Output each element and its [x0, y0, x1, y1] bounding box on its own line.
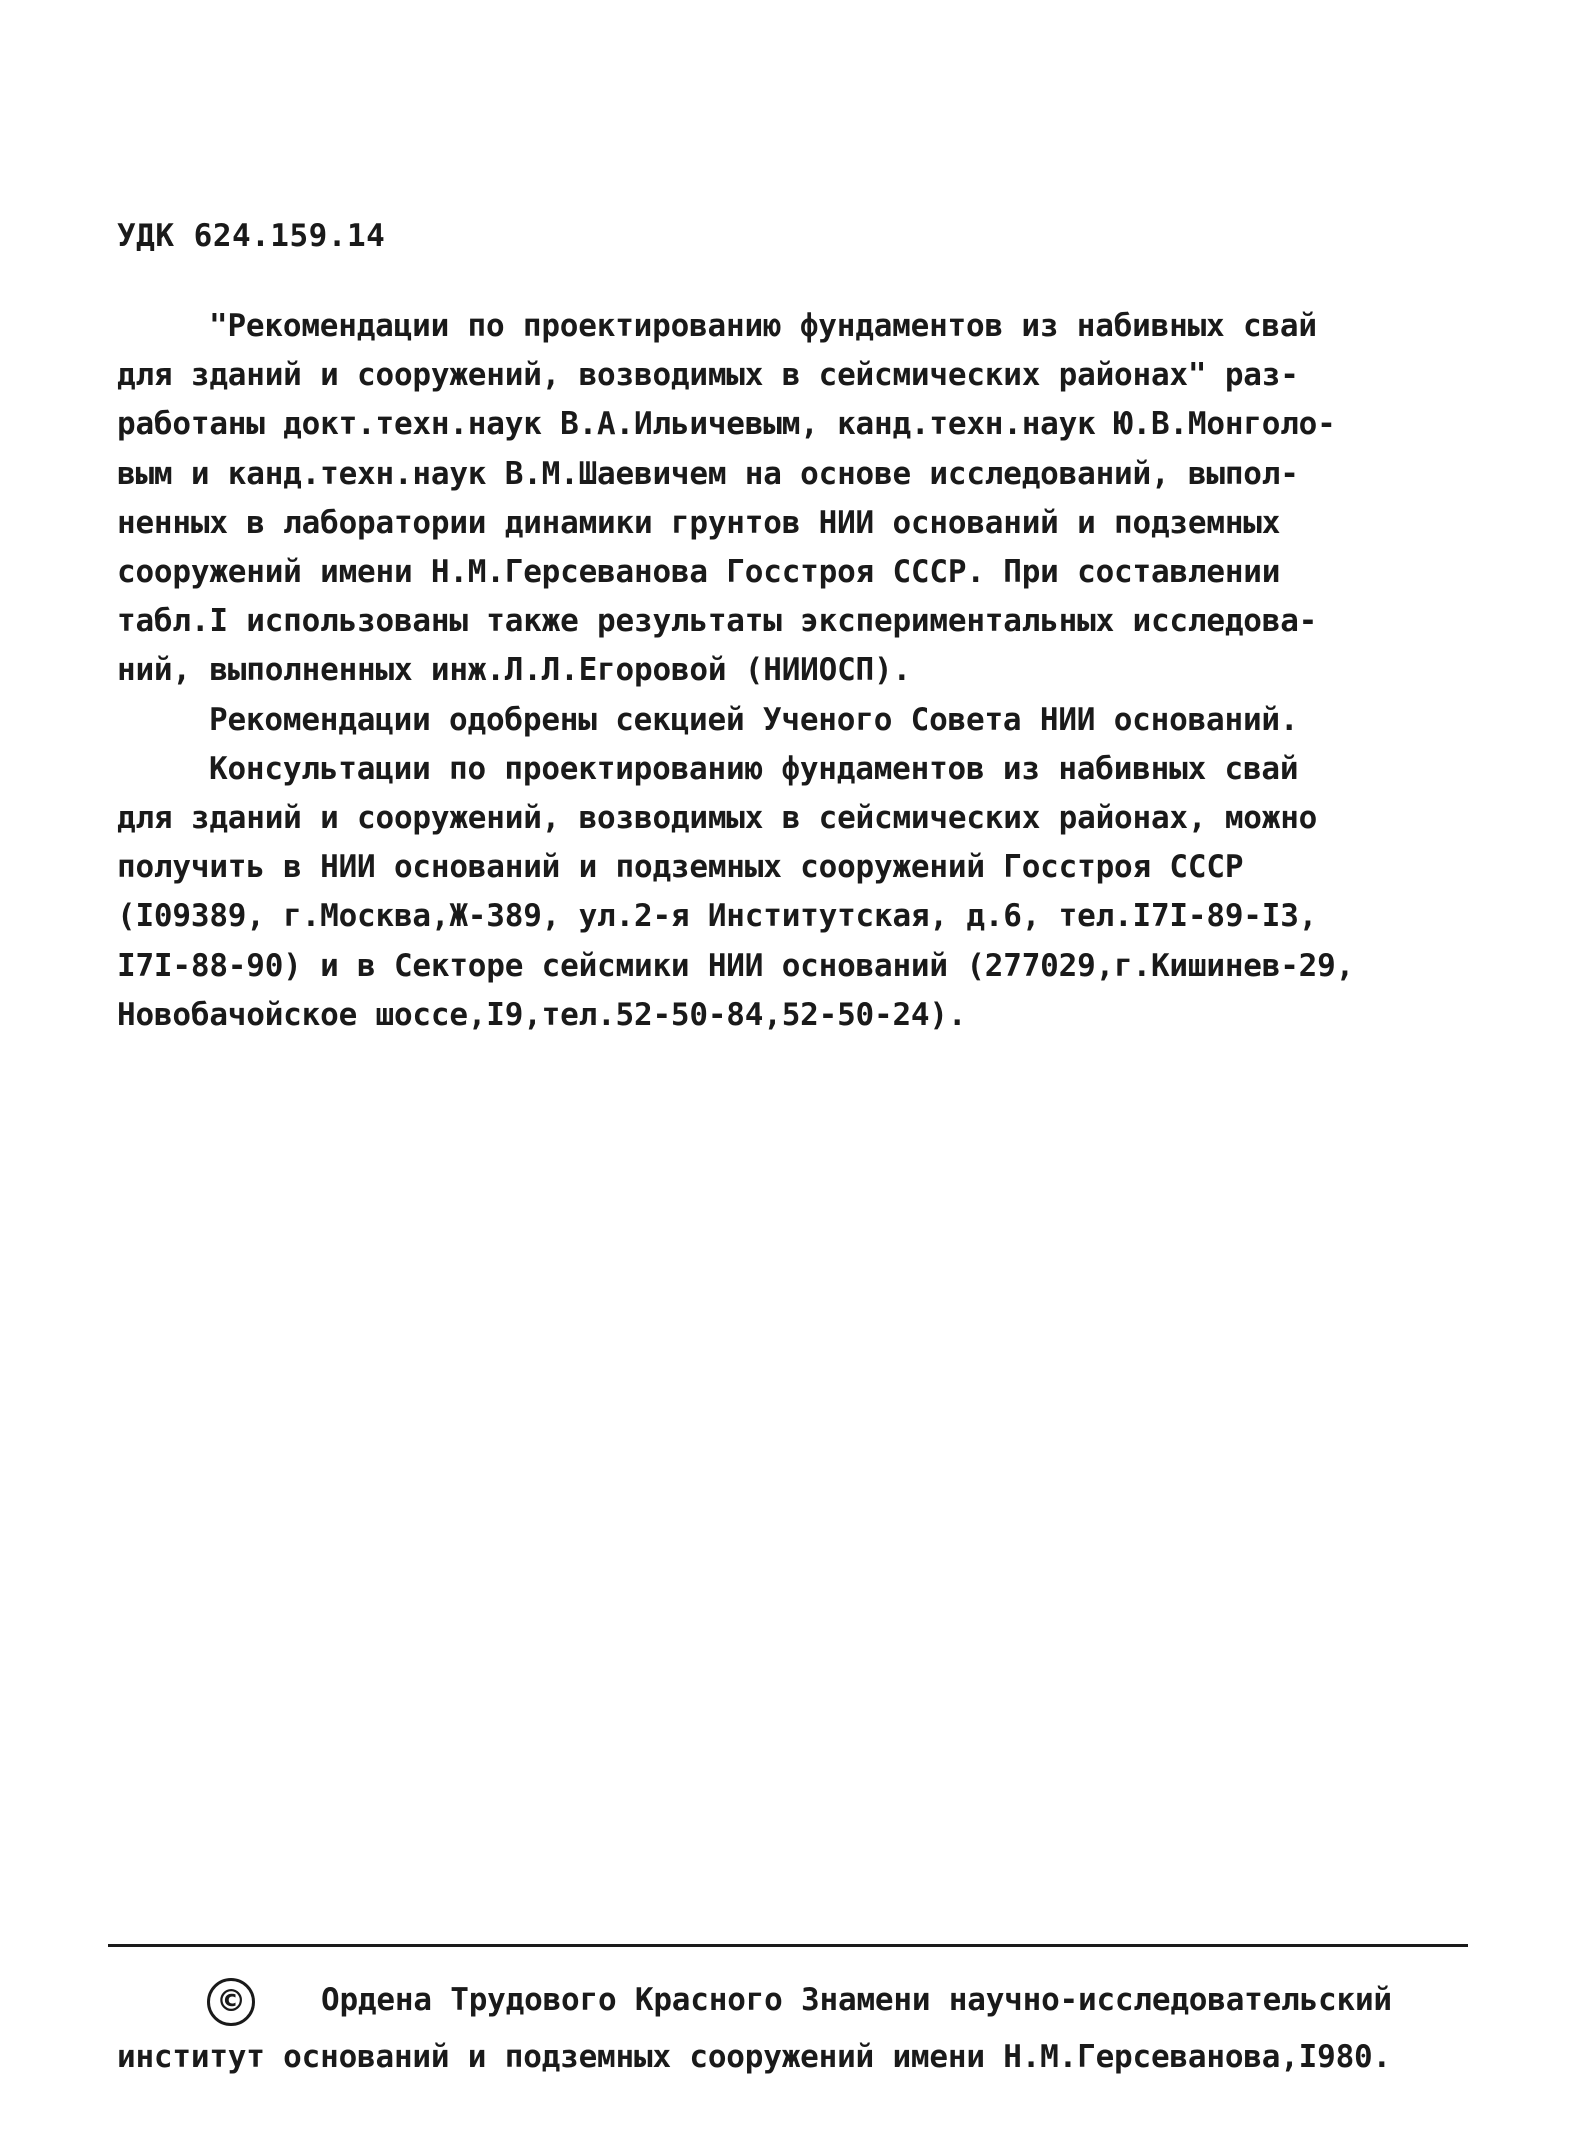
paragraph-3-line: I7I-88-90) и в Секторе сейсмики НИИ оснований (277029,г.Кишинев-29,: [117, 947, 1355, 984]
paragraph-3-line: для зданий и сооружений, возводимых в сейсмических районах, можно: [117, 800, 1318, 837]
paragraph-2-line: Рекомендации одобрены секцией Ученого Совета НИИ оснований.: [209, 701, 1299, 738]
copyright-line-1: [117, 1972, 1467, 2029]
footer-divider: [108, 1944, 1468, 1947]
copyright-text-2: институт оснований и подземных сооружений имени Н.М.Герсеванова,I980.: [117, 2039, 1391, 2075]
copyright-block: [117, 1972, 1467, 2086]
udk-code: УДК 624.159.14: [117, 218, 386, 254]
copyright-text-1: Ордена Трудового Красного Знамени научно-исследовательский: [321, 1982, 1392, 2018]
paragraph-1-line: "Рекомендации по проектированию фундаментов из набивных свай: [209, 308, 1317, 344]
paragraph-1-line: вым и канд.техн.наук В.М.Шаевичем на основе исследований, выпол-: [117, 455, 1299, 492]
paragraph-3-line: (I09389, г.Москва,Ж-389, ул.2-я Институтская, д.6, тел.I7I-89-I3,: [117, 898, 1318, 935]
paragraph-1-line: для зданий и сооружений, возводимых в сейсмических районах" раз-: [117, 357, 1299, 394]
paragraph-1-line: сооружений имени Н.М.Герсеванова Госстроя СССР. При составлении: [117, 554, 1281, 591]
paragraph-3-line: получить в НИИ оснований и подземных сооружений Госстроя СССР: [117, 849, 1244, 886]
paragraph-1-line: работаны докт.техн.наук В.А.Ильичевым, канд.техн.наук Ю.В.Монголо-: [117, 406, 1336, 443]
paragraph-1-line: ненных в лаборатории динамики грунтов НИИ оснований и подземных: [117, 504, 1281, 541]
paragraph-3-line: Новобачойское шоссе,I9,тел.52-50-84,52-50-24).: [117, 996, 967, 1033]
paragraph-1-line: табл.I использованы также результаты экспериментальных исследова-: [117, 603, 1318, 640]
paragraph-3-line: Консультации по проектированию фундаментов из набивных свай: [209, 750, 1299, 787]
copyright-icon: ©: [207, 1978, 255, 2026]
body-text: [117, 302, 1447, 1040]
paragraph-1-line: ний, выполненных инж.Л.Л.Егоровой (НИИОСП).: [117, 652, 911, 689]
